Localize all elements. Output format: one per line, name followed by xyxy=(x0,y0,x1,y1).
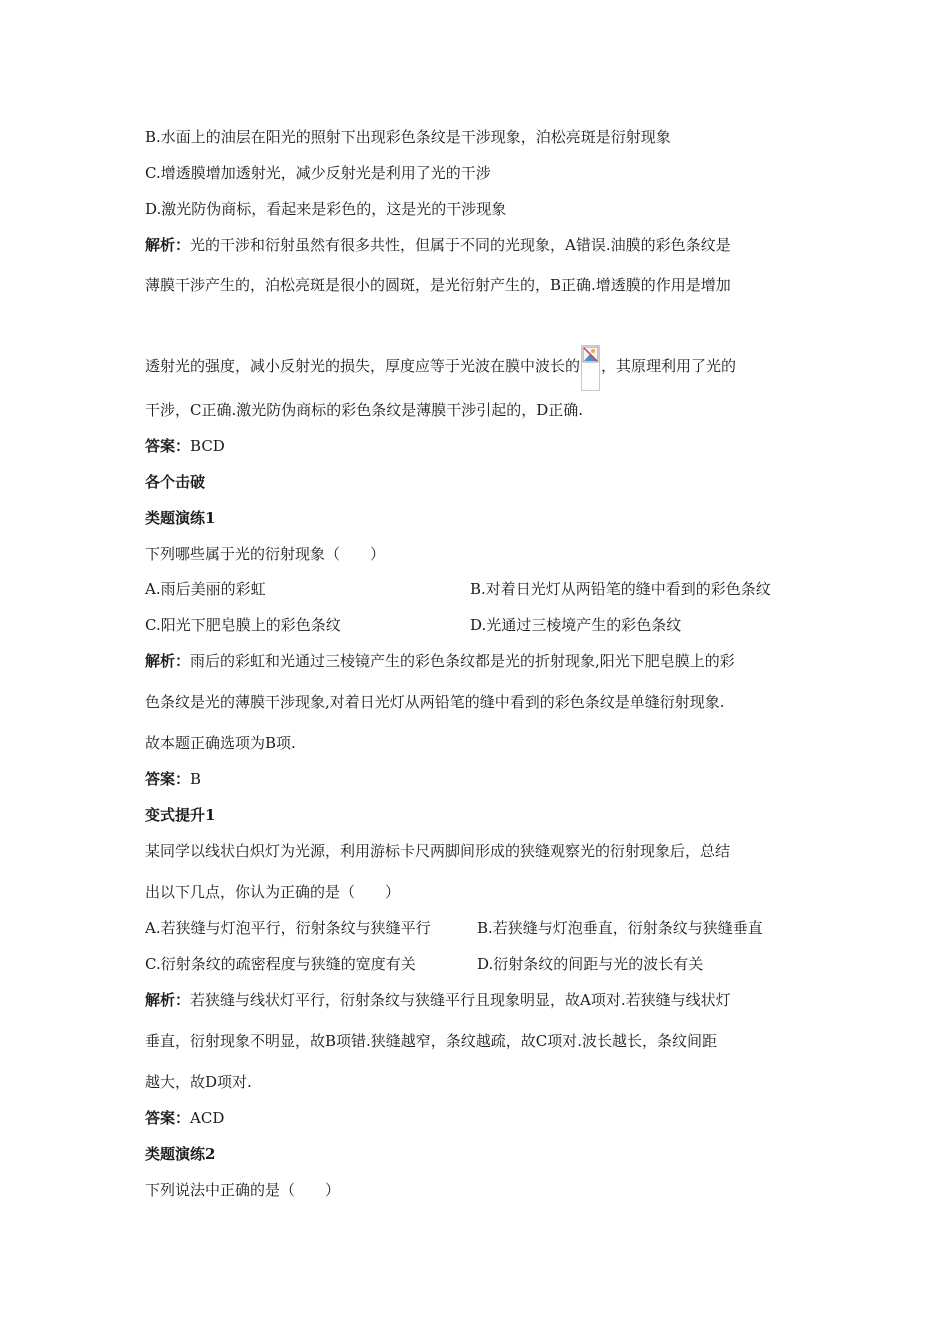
q2-analysis-label: 解析： xyxy=(145,652,191,670)
q2-analysis-line-1 xyxy=(145,651,735,671)
q4-heading: 类题演练2 xyxy=(145,1145,216,1163)
q4-stem: 下列说法中正确的是（ ） xyxy=(145,1181,341,1199)
q3-answer xyxy=(145,1108,224,1128)
q1-option-d: D.激光防伪商标，看起来是彩色的，这是光的干涉现象 xyxy=(145,200,507,218)
section-title: 各个击破 xyxy=(145,473,206,491)
q2-option-a: A.雨后美丽的彩虹 xyxy=(145,580,266,598)
q1-answer-value: BCD xyxy=(190,437,225,455)
q3-analysis-line-2: 垂直，衍射现象不明显，故B项错.狭缝越窄，条纹越疏，故C项对.波长越长，条纹间距 xyxy=(145,1032,718,1050)
q1-analysis-text-3a: 透射光的强度，减小反射光的损失，厚度应等于光波在膜中波长的 xyxy=(145,357,581,375)
q1-analysis-text-1: 光的干涉和衍射虽然有很多共性，但属于不同的光现象，A错误.油膜的彩色条纹是 xyxy=(190,236,731,254)
q1-answer xyxy=(145,436,225,456)
q2-analysis-line-3: 故本题正确选项为B项. xyxy=(145,734,296,752)
q3-stem-line-1: 某同学以线状白炽灯为光源，利用游标卡尺两脚间形成的狭缝观察光的衍射现象后，总结 xyxy=(145,842,731,860)
q2-answer-value: B xyxy=(190,770,202,788)
q3-analysis-text-1: 若狭缝与线状灯平行，衍射条纹与狭缝平行且现象明显，故A项对.若狭缝与线状灯 xyxy=(190,991,731,1009)
q3-option-b: B.若狭缝与灯泡垂直，衍射条纹与狭缝垂直 xyxy=(477,919,763,937)
q2-stem: 下列哪些属于光的衍射现象（ ） xyxy=(145,545,386,563)
q2-analysis-text-1: 雨后的彩虹和光通过三棱镜产生的彩色条纹都是光的折射现象,阳光下肥皂膜上的彩 xyxy=(190,652,735,670)
q3-answer-value: ACD xyxy=(190,1109,225,1127)
q1-analysis-text-3b: ，其原理利用了光的 xyxy=(601,357,737,375)
broken-formula-image-icon xyxy=(581,345,600,391)
q2-option-c: C.阳光下肥皂膜上的彩色条纹 xyxy=(145,616,341,634)
q1-analysis-label: 解析： xyxy=(145,236,191,254)
q3-option-d: D.衍射条纹的间距与光的波长有关 xyxy=(477,955,704,973)
q3-analysis-label: 解析： xyxy=(145,991,191,1009)
q2-answer xyxy=(145,769,201,789)
q3-option-c: C.衍射条纹的疏密程度与狭缝的宽度有关 xyxy=(145,955,416,973)
q1-analysis-line-4: 干涉，C正确.激光防伪商标的彩色条纹是薄膜干涉引起的，D正确. xyxy=(145,401,584,419)
q1-analysis-line-3 xyxy=(145,345,736,391)
q1-analysis-line-1 xyxy=(145,235,731,255)
q3-analysis-line-1 xyxy=(145,990,731,1010)
q3-heading: 变式提升1 xyxy=(145,806,216,824)
q2-analysis-line-2: 色条纹是光的薄膜干涉现象,对着日光灯从两铅笔的缝中看到的彩色条纹是单缝衍射现象. xyxy=(145,693,725,711)
q2-heading: 类题演练1 xyxy=(145,509,216,527)
q2-option-d: D.光通过三棱境产生的彩色条纹 xyxy=(470,616,682,634)
q3-analysis-line-3: 越大，故D项对. xyxy=(145,1073,252,1091)
q3-option-a: A.若狭缝与灯泡平行，衍射条纹与狭缝平行 xyxy=(145,919,431,937)
q2-answer-label: 答案： xyxy=(145,770,191,788)
q3-stem-line-2: 出以下几点，你认为正确的是（ ） xyxy=(145,883,401,901)
q2-option-b: B.对着日光灯从两铅笔的缝中看到的彩色条纹 xyxy=(470,580,771,598)
q1-analysis-line-2: 薄膜干涉产生的，泊松亮斑是很小的圆斑，是光衍射产生的，B正确.增透膜的作用是增加 xyxy=(145,276,731,294)
q1-option-c: C.增透膜增加透射光，减少反射光是利用了光的干涉 xyxy=(145,164,491,182)
q1-option-b: B.水面上的油层在阳光的照射下出现彩色条纹是干涉现象，泊松亮斑是衍射现象 xyxy=(145,128,671,146)
q1-answer-label: 答案： xyxy=(145,437,191,455)
q3-answer-label: 答案： xyxy=(145,1109,191,1127)
